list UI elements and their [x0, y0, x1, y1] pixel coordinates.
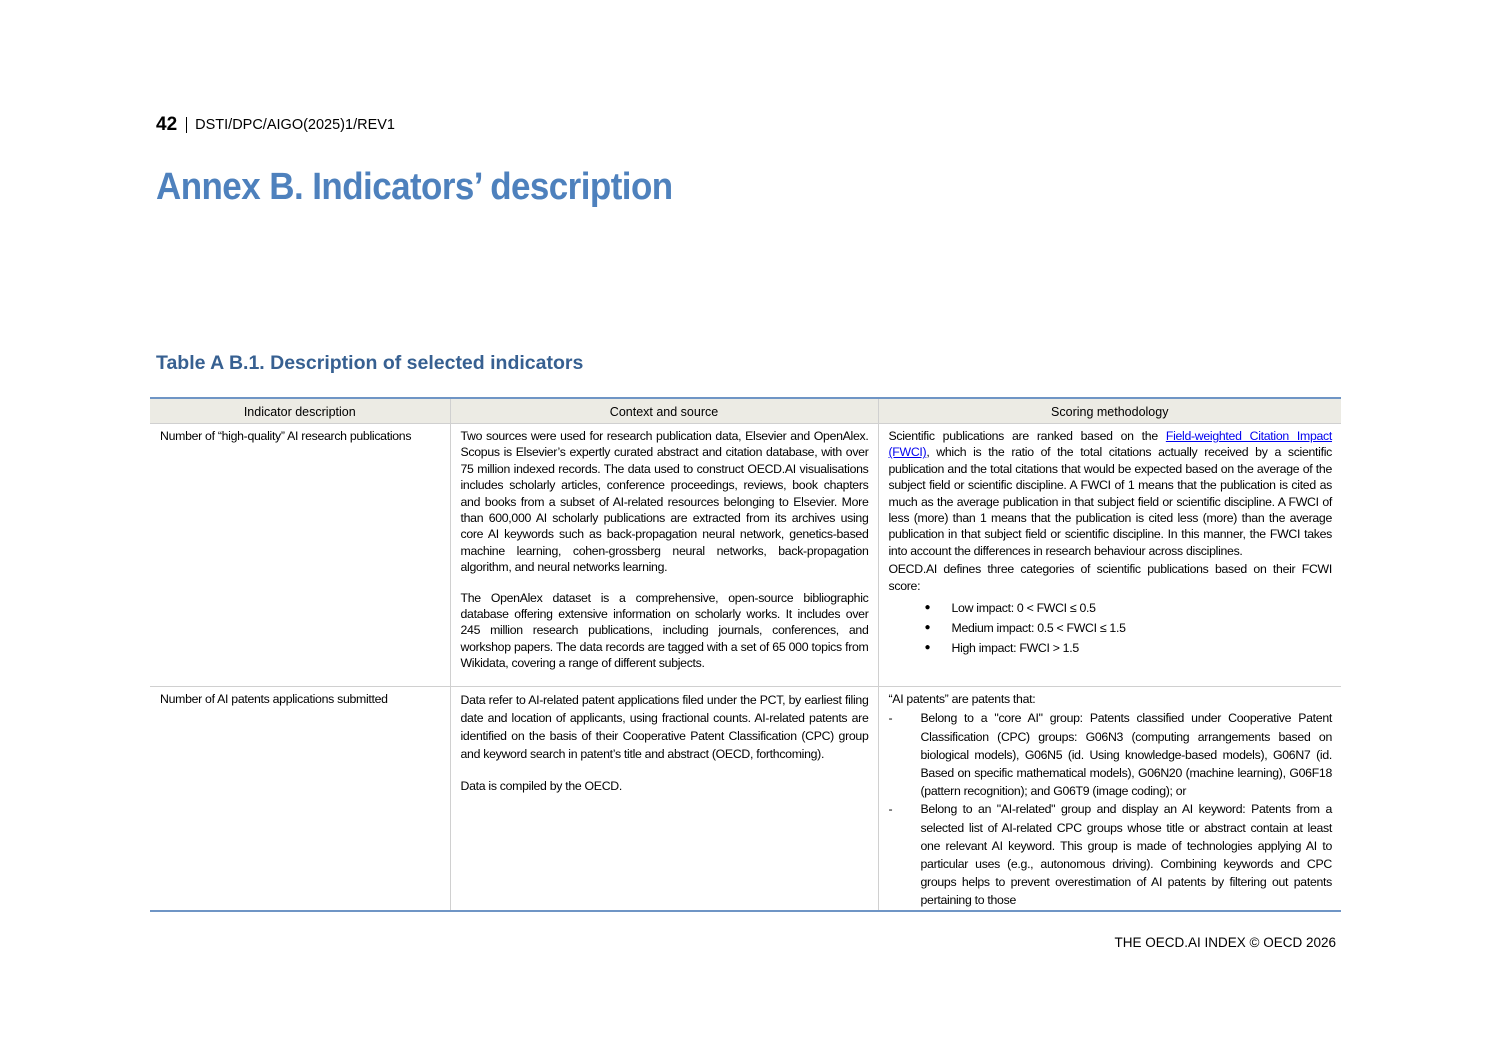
context-paragraph: Two sources were used for research publication data, Elsevier and OpenAlex. Scopus is Elsevier’s expertly curated abstract and citation database, with over 75 million indexed records. The data used to construct OECD.AI visualisations includes scholarly articles, conference proceedings, reviews, book chapters and books from a subset of AI-related resources belonging to Elsevier. More than 600,000 AI scholarly publications are extracted from its archives using core AI keywords such as back-propagation neural network, genetics-based machine learning, cohen-grossberg neural networks, back-propagation algorithm, and neural networks learning. [460, 429, 869, 575]
methodology-paragraph [889, 428, 1333, 559]
fwci-link[interactable]: Field-weighted Citation Impact (FWCI) [888, 429, 1332, 460]
methodology-text: , which is the ratio of the total citations actually received by a scientific publication and the total citations that would be expected based on the average of the subject field or scientific discipline. A FWCI of 1 means that the publication is cited as much as the average publication in that subject field or scientific discipline. A FWCI of less (more) than 1 means that the publication is cited less (more) than the average publication in that subject field or scientific discipline. In this manner, the FWCI takes into account the differences in research behaviour across disciplines. [888, 445, 1332, 558]
dash-marker: - [888, 802, 893, 817]
impact-categories-list [889, 598, 1333, 658]
document-code: DSTI/DPC/AIGO(2025)1/REV1 [195, 117, 395, 133]
list-item [889, 709, 1333, 800]
column-header-context: Context and source [450, 398, 878, 424]
page-header [156, 114, 395, 136]
page-number: 42 [156, 114, 178, 135]
ai-patent-criteria-list [889, 709, 1333, 909]
table-title: Table A B.1. Description of selected indicators [156, 352, 584, 374]
header-separator [186, 117, 187, 133]
indicator-cell: Number of AI patents applications submitted [160, 692, 388, 706]
list-item-text: Belong to a "core AI" group: Patents classified under Cooperative Patent Classification (CPC) groups: G06N3 (computing arrangements based on biological models), G06N5 (id. Using knowledge-based models), G06N7 (id. Based on specific mathematical models), G06N20 (machine learning), G06F18 (pattern recognition); and G06T9 (image coding); or [920, 711, 1332, 799]
methodology-cell [878, 424, 1341, 687]
context-paragraph: Data is compiled by the OECD. [460, 779, 622, 793]
methodology-text: Scientific publications are ranked based on the [888, 429, 1166, 443]
context-cell [450, 687, 878, 911]
table-row [150, 424, 1341, 687]
list-item-text: Belong to an "AI-related" group and display an AI keyword: Patents from a selected list of AI-related CPC groups whose title or abstract contain at least one relevant AI keyword. This group is made of technologies applying AI to particular uses (e.g., autonomous driving). Combining keywords and CPC groups helps to prevent overestimation of AI patents by filtering out patents pertaining to those [920, 802, 1332, 908]
list-item: ● Low impact: 0 < FWCI ≤ 0.5 [925, 598, 1333, 618]
context-paragraph: The OpenAlex dataset is a comprehensive, open-source bibliographic database offering extensive information on scholarly works. It includes over 245 million research publications, including journals, conferences, and workshop papers. The data records are tagged with a set of 65 000 topics from Wikidata, covering a range of different subjects. [460, 590, 869, 671]
column-header-indicator: Indicator description [150, 398, 450, 424]
indicator-cell: Number of “high-quality” AI research publications [150, 424, 450, 687]
methodology-intro: “AI patents” are patents that: [888, 692, 1036, 706]
list-item: ● Medium impact: 0.5 < FWCI ≤ 1.5 [925, 618, 1333, 638]
list-item: ● High impact: FWCI > 1.5 [925, 638, 1333, 658]
page-footer: THE OECD.AI INDEX © OECD 2026 [1114, 935, 1336, 950]
column-header-methodology: Scoring methodology [878, 398, 1341, 424]
context-paragraph: Data refer to AI-related patent applications filed under the PCT, by earliest filing date and location of applicants, using fractional counts. AI-related patents are identified on the basis of their Cooperative Patent Classification (CPC) group and keyword search in patent’s title and abstract (OECD, forthcoming). [460, 693, 869, 761]
table-row [150, 687, 1341, 911]
context-cell [450, 424, 878, 687]
methodology-cell [878, 687, 1341, 911]
methodology-categories-intro: OECD.AI defines three categories of scientific publications based on their FCWI score: [888, 562, 1332, 593]
annex-title: Annex B. Indicators’ description [156, 166, 673, 208]
dash-marker: - [888, 711, 893, 726]
list-item [889, 800, 1333, 909]
indicators-table [150, 397, 1341, 912]
table-header-row [150, 398, 1341, 424]
